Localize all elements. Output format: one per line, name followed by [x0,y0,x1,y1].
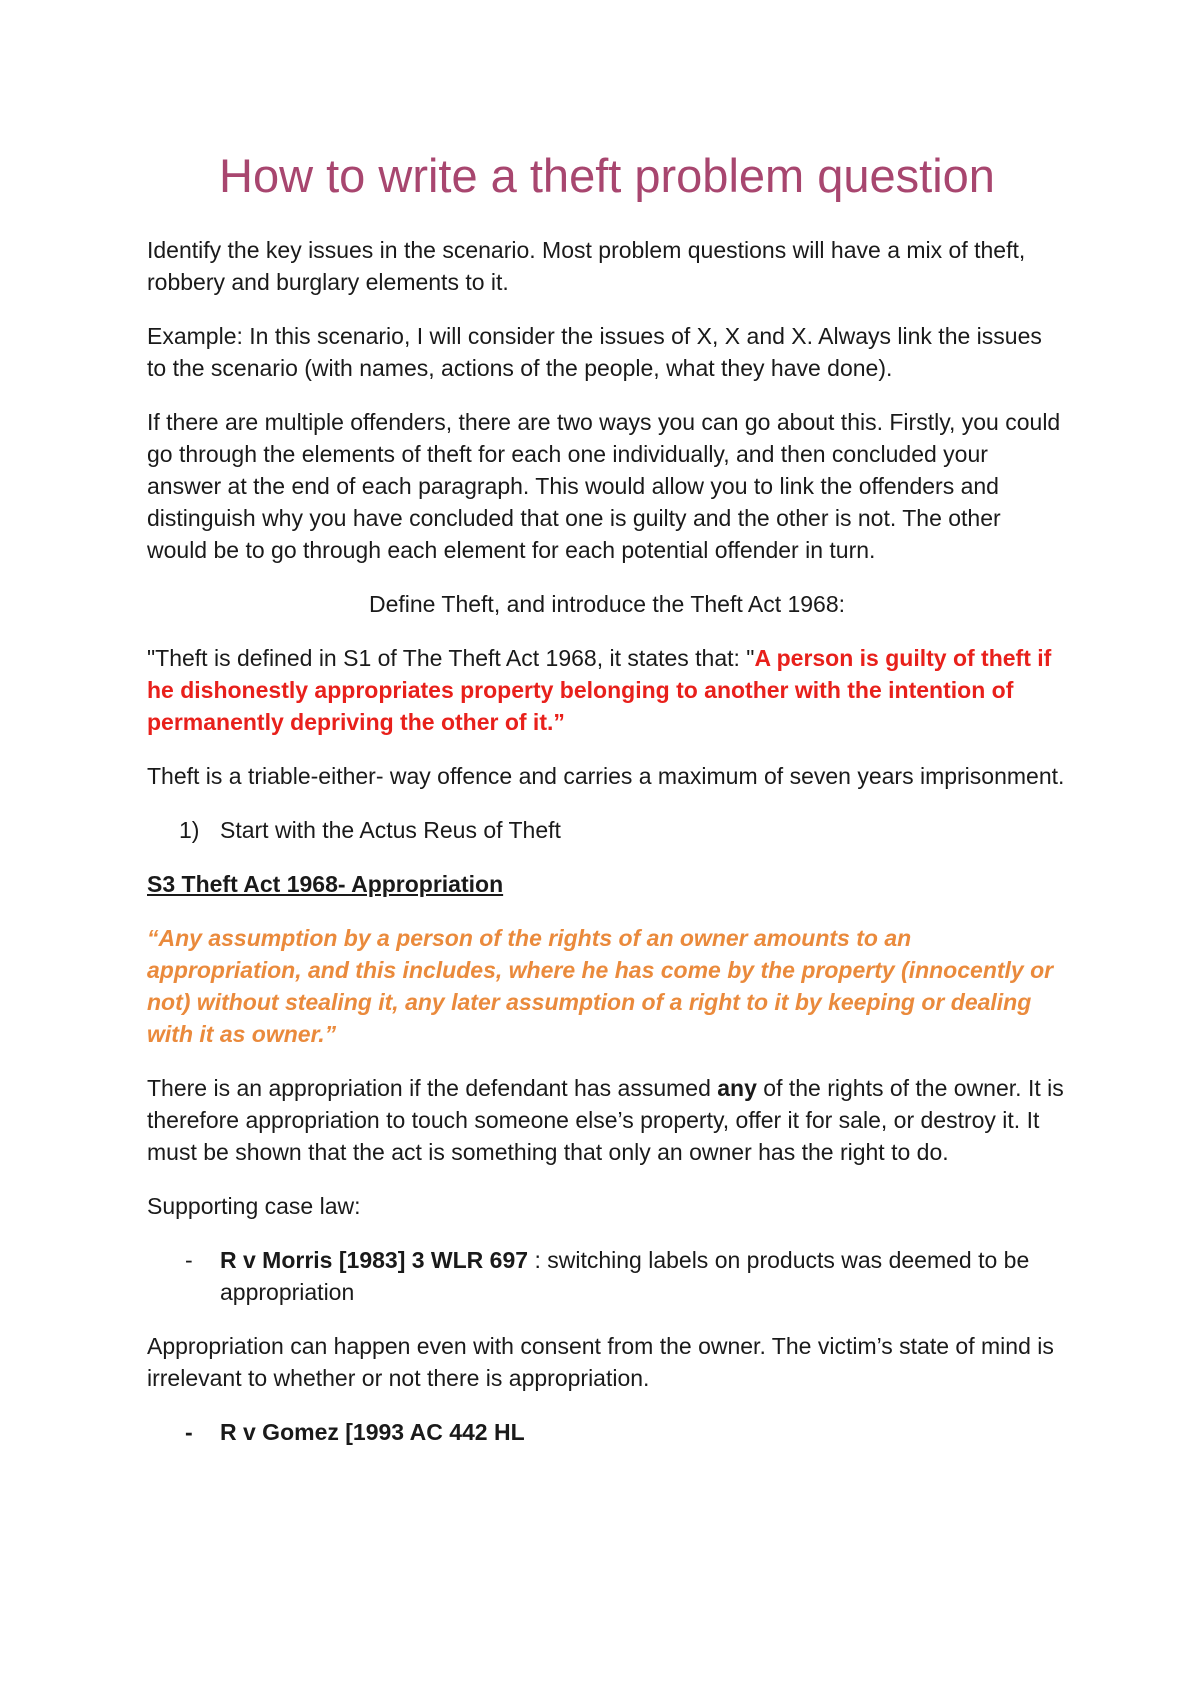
appropriation-text-a: There is an appropriation if the defendant has assumed [147,1075,718,1101]
consent-paragraph: Appropriation can happen even with consent from the owner. The victim’s state of mind is irrelevant to whether or not there is appropriation. [147,1333,1054,1391]
list-item-actus-reus [147,814,1067,846]
define-theft-line: Define Theft, and introduce the Theft Act 1968: [368,591,846,617]
list-item-text: Start with the Actus Reus of Theft [220,817,561,843]
dash-marker: - [185,1247,193,1273]
case-name: R v Gomez [1993 AC 442 HL [220,1419,525,1445]
definition-quote: A person is guilty of theft if he dishonestly appropriates property belonging to another with the intention of permanently depriving the other of it.” [147,645,1052,735]
case-description: : switching labels on products was deemed to be appropriation [220,1247,1030,1305]
definition-paragraph [147,642,1067,738]
appropriation-emphasis: any [717,1075,757,1101]
list-number: 1) [179,817,200,843]
case-name: R v Morris [1983] 3 WLR 697 [220,1247,529,1273]
example-paragraph: Example: In this scenario, I will consider the issues of X, X and X. Always link the issues to the scenario (with names, actions of the people, what they have done). [147,323,1042,381]
supporting-case-law: Supporting case law: [147,1193,361,1219]
document-title: How to write a theft problem question [219,149,995,202]
s3-quote: “Any assumption by a person of the rights of an owner amounts to an appropriation, and this includes, where he has come by the property (innocently or not) without stealing it, any later assumption of a right to it by keeping or dealing with it as owner.” [147,925,1054,1047]
case-item-gomez [147,1416,1067,1448]
triable-paragraph: Theft is a triable-either- way offence and carries a maximum of seven years imprisonment. [147,763,1065,789]
definition-intro: "Theft is defined in S1 of The Theft Act 1968, it states that: " [147,645,755,671]
appropriation-text-b: of the rights of the owner. It is therefore appropriation to touch someone else’s property, offer it for sale, or destroy it. It must be shown that the act is something that only an owner has the right to do. [147,1075,1064,1165]
dash-marker: - [185,1419,193,1445]
case-item-morris [147,1244,1067,1308]
s3-heading: S3 Theft Act 1968- Appropriation [147,871,504,897]
multiple-offenders-paragraph: If there are multiple offenders, there are two ways you can go about this. Firstly, you could go through the elements of theft for each one individually, and then concluded your answer at the end of each paragraph. This would allow you to link the offenders and distinguish why you have concluded that one is guilty and the other is not. The other would be to go through each element for each potential offender in turn. [147,409,1061,563]
document-body [147,148,1067,1470]
appropriation-paragraph [147,1072,1067,1168]
intro-paragraph: Identify the key issues in the scenario. Most problem questions will have a mix of theft, robbery and burglary elements to it. [147,237,1026,295]
